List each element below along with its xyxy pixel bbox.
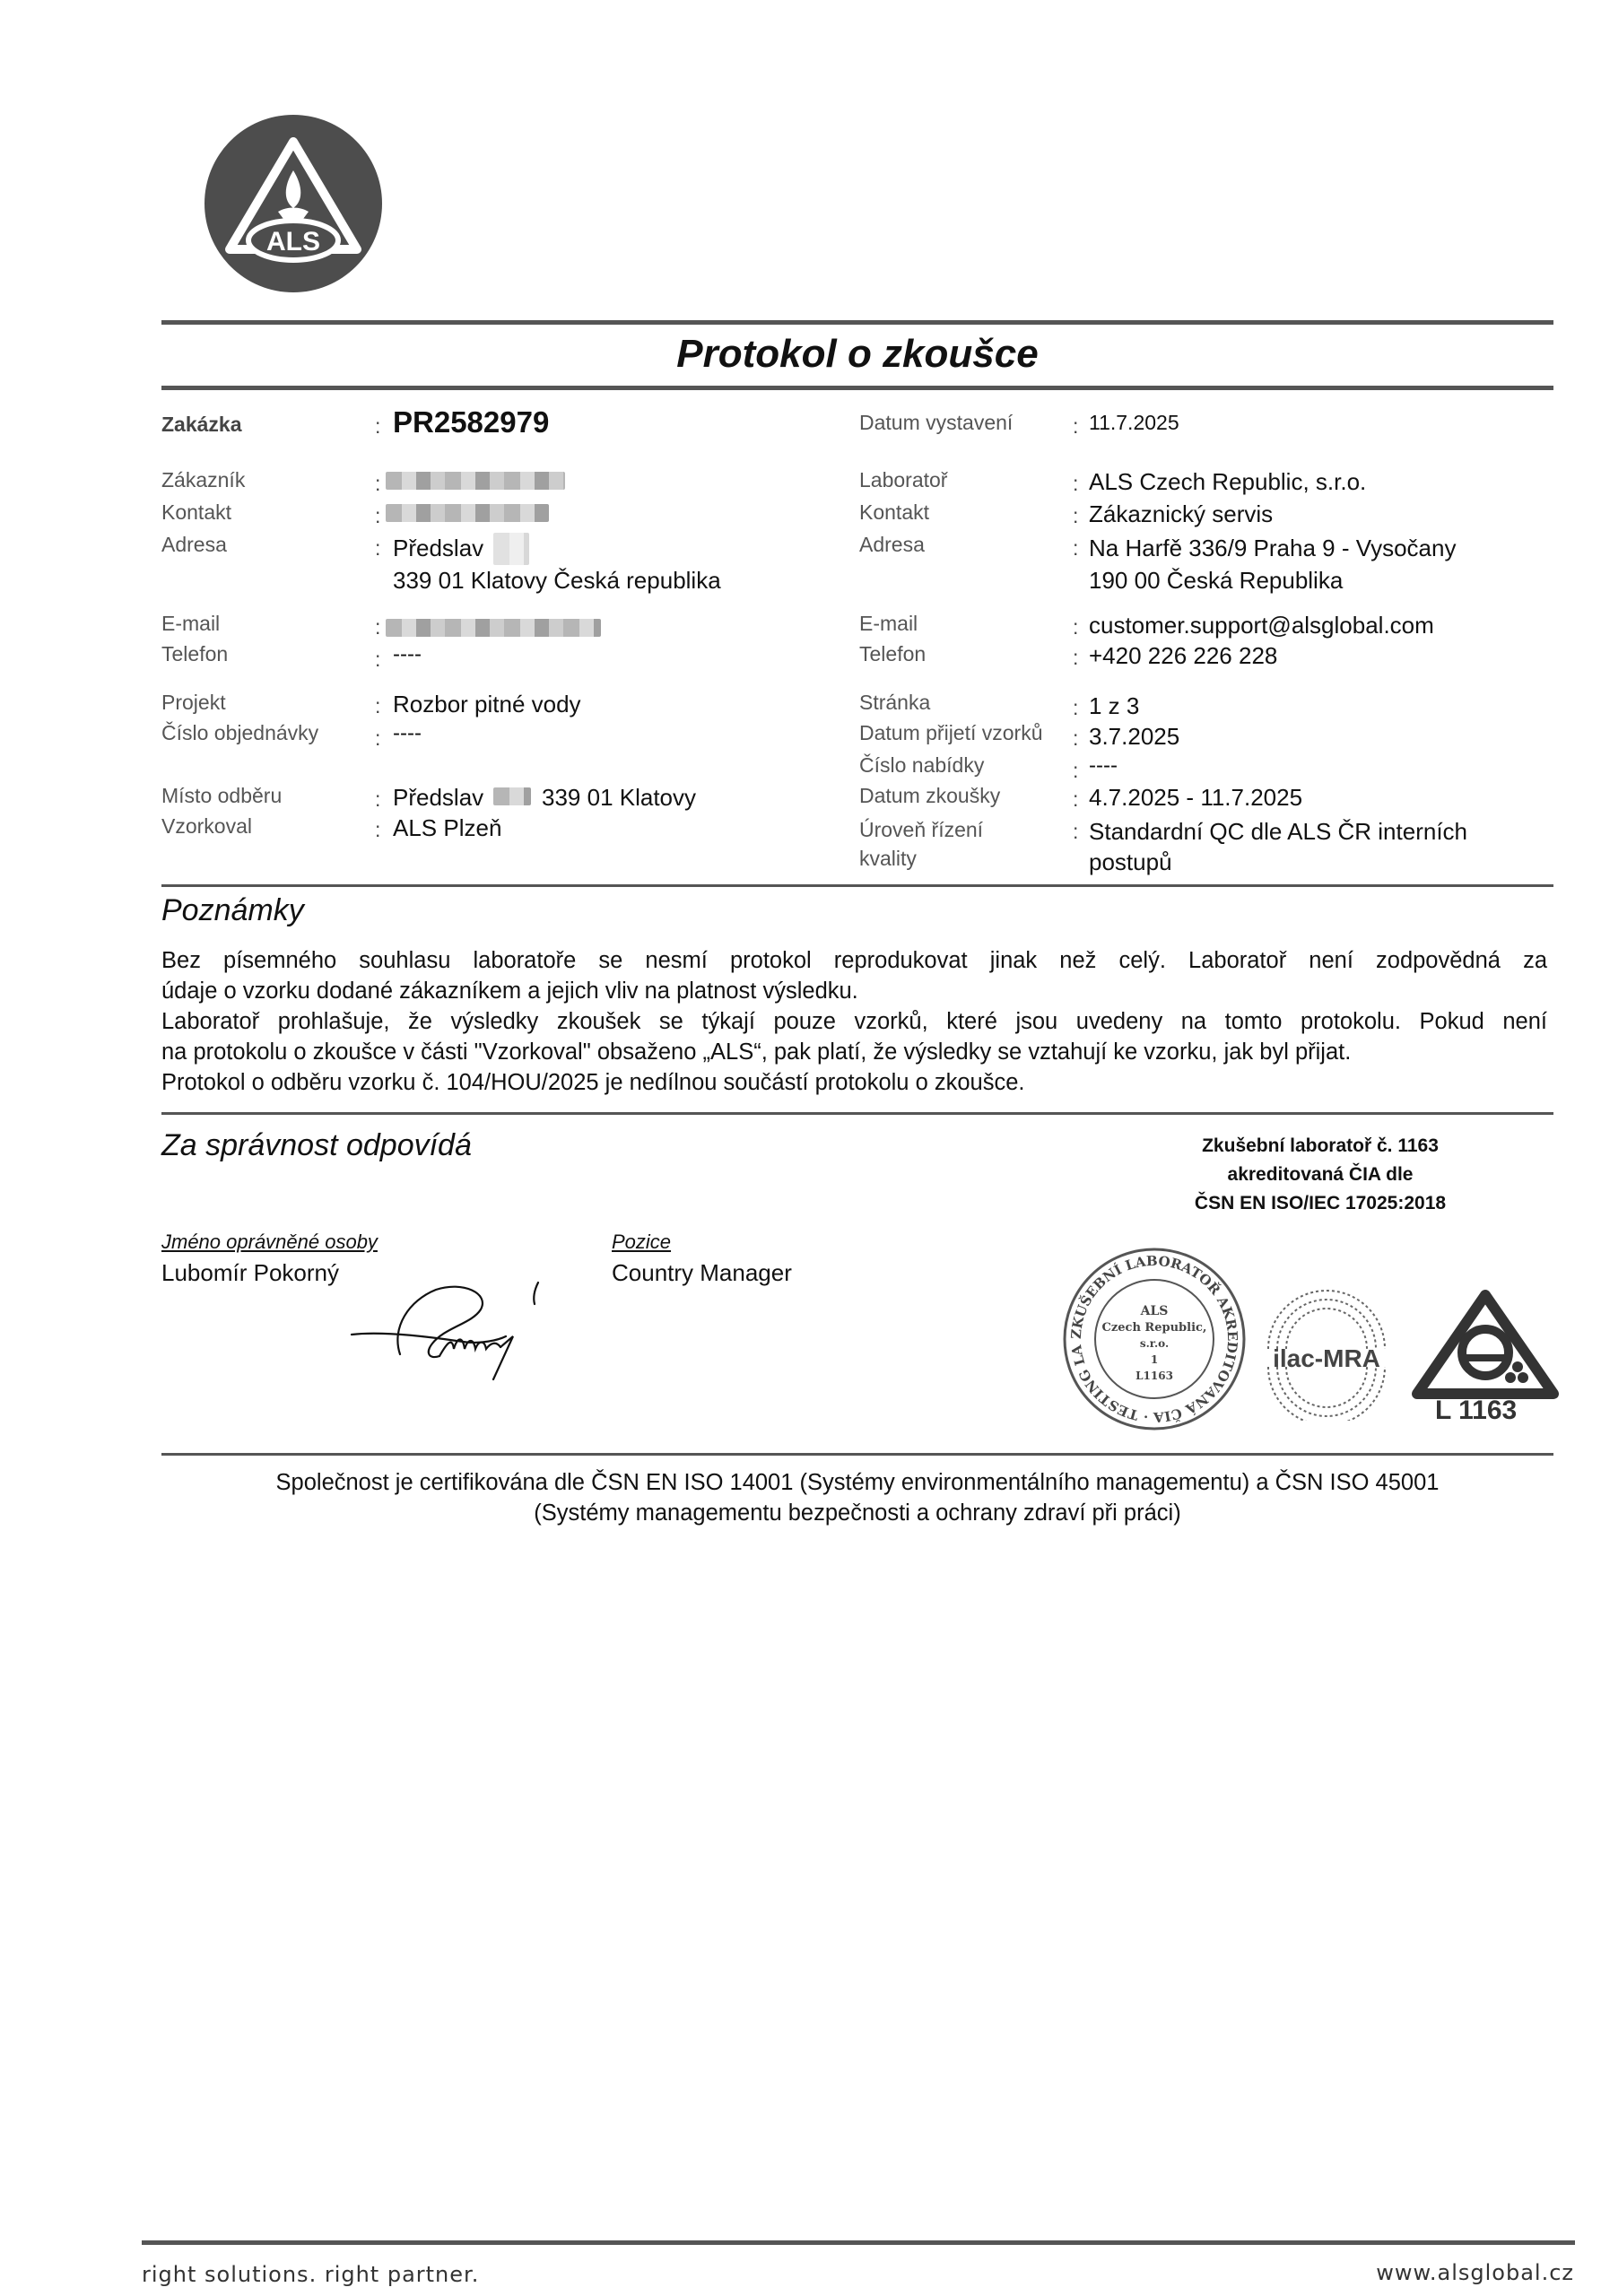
colon: :	[375, 472, 381, 495]
order-no-value: ----	[393, 721, 422, 745]
received-value: 3.7.2025	[1089, 723, 1180, 750]
colon: :	[375, 726, 381, 750]
notes-line-2: údaje o vzorku dodané zákazníkem a jejich vliv na platnost výsledku.	[161, 978, 858, 1004]
customer-phone: ----	[393, 642, 422, 666]
lab-address-line1: Na Harfě 336/9 Praha 9 - Vysočany	[1089, 535, 1457, 561]
stamp-center-4: 1	[1150, 1353, 1159, 1366]
als-logo	[204, 115, 382, 292]
colon: :	[375, 414, 381, 438]
section-rule	[161, 884, 1553, 887]
responsibility-heading: Za správnost odpovídá	[161, 1128, 472, 1162]
notes-line-3: Laboratoř prohlašuje, že výsledky zkoušek se týkají pouze vzorků, které jsou uvedeny na tomto protokolu. Pokud není	[161, 1009, 1547, 1034]
site-value-a: Předslav	[393, 784, 484, 811]
page-label: Stránka	[859, 691, 931, 714]
test-date-label: Datum zkoušky	[859, 784, 1001, 807]
stamp-ring-text: ZKUŠEBNÍ LABORATOŘ AKREDITOVANÁ ČIA · TESTING LA	[1067, 1252, 1241, 1426]
order-no-label: Číslo objednávky	[161, 721, 319, 744]
lab-address-line2: 190 00 Česká Republika	[1089, 567, 1344, 594]
section-rule	[161, 1112, 1553, 1115]
lab-label: Laboratoř	[859, 468, 948, 491]
customer-label: Zákazník	[161, 468, 246, 491]
sampler-label: Vzorkoval	[161, 814, 252, 838]
stamp-center-5: L1163	[1135, 1370, 1173, 1382]
stamp-center-3: s.r.o.	[1139, 1337, 1170, 1350]
phone-label: Telefon	[161, 642, 229, 665]
quote-value: ----	[1089, 753, 1118, 778]
quality-label-2: kvality	[859, 847, 917, 870]
site-label: Místo odběru	[161, 784, 283, 807]
customer-address-line1: Předslav	[393, 535, 484, 561]
position-value: Country Manager	[612, 1259, 792, 1286]
project-value: Rozbor pitné vody	[393, 691, 581, 718]
accreditation-text	[1132, 1132, 1509, 1218]
certification-line-1: Společnost je certifikována dle ČSN EN ISO 14001 (Systémy environmentálního managementu) a ČSN ISO 45001	[275, 1470, 1440, 1495]
ilac-mra-logo	[1259, 1286, 1394, 1425]
colon: :	[1073, 820, 1079, 843]
signature	[346, 1274, 561, 1395]
address-label: Adresa	[161, 533, 227, 556]
title-rule-bottom	[161, 386, 1553, 390]
certification-statement	[161, 1467, 1553, 1528]
lab-address-label: Adresa	[859, 533, 925, 556]
footer-website: www.alsglobal.cz	[1376, 2260, 1574, 2285]
section-rule	[161, 1453, 1553, 1456]
order-label: Zakázka	[161, 413, 242, 436]
stamp-center-1: ALS	[1140, 1304, 1169, 1318]
colon: :	[1073, 504, 1079, 527]
redacted-address	[493, 533, 529, 565]
page-title: Protokol o zkoušce	[676, 332, 1039, 376]
quality-value-2: postupů	[1089, 848, 1172, 875]
accreditation-stamp	[1060, 1245, 1249, 1438]
email-label: E-mail	[161, 612, 221, 635]
colon: :	[1073, 536, 1079, 560]
notes-line-1: Bez písemného souhlasu laboratoře se nesmí protokol reprodukovat jinak než celý. Laboratoř není zodpovědná za	[161, 948, 1547, 973]
colon: :	[1073, 414, 1079, 438]
test-date-value: 4.7.2025 - 11.7.2025	[1089, 784, 1303, 811]
project-label: Projekt	[161, 691, 226, 714]
order-number: PR2582979	[393, 405, 550, 439]
svg-text:ALS: ALS	[266, 227, 320, 257]
redacted-site	[493, 787, 531, 805]
quality-value: Standardní QC dle ALS ČR interních	[1089, 818, 1468, 845]
colon: :	[375, 648, 381, 671]
lab-phone-value: +420 226 226 228	[1089, 642, 1278, 669]
title-rule-top	[161, 320, 1553, 325]
lab-contact-value: Zákaznický servis	[1089, 500, 1274, 527]
footer-rule	[142, 2240, 1575, 2245]
colon: :	[1073, 615, 1079, 639]
name-label: Jméno oprávněné osoby	[161, 1231, 378, 1253]
colon: :	[1073, 726, 1079, 750]
name-value: Lubomír Pokorný	[161, 1259, 339, 1286]
site-value-b: 339 01 Klatovy	[542, 784, 697, 811]
lab-phone-label: Telefon	[859, 642, 927, 665]
footer-slogan: right solutions. right partner.	[142, 2262, 480, 2287]
colon: :	[1073, 787, 1079, 811]
quote-label: Číslo nabídky	[859, 753, 985, 777]
lab-email-value: customer.support@alsglobal.com	[1089, 612, 1434, 639]
position-label: Pozice	[612, 1231, 672, 1253]
notes-line-4: na protokolu o zkoušce v části "Vzorkoval" obsaženo „ALS“, pak platí, že výsledky se vztahují ke vzorku, jak byl přijat.	[161, 1039, 1352, 1065]
notes-heading: Poznámky	[161, 893, 304, 927]
colon: :	[1073, 759, 1079, 782]
redacted-email	[386, 619, 601, 637]
colon: :	[375, 818, 381, 841]
redacted-contact	[386, 504, 549, 522]
ilac-mra-text: ilac-MRA	[1273, 1344, 1380, 1372]
issue-date-value: 11.7.2025	[1089, 411, 1179, 434]
colon: :	[1073, 472, 1079, 495]
lab-value: ALS Czech Republic, s.r.o.	[1089, 468, 1367, 495]
stamp-center-2: Czech Republic,	[1101, 1321, 1207, 1335]
issue-date-label: Datum vystavení	[859, 411, 1014, 434]
accreditation-line-3: ČSN EN ISO/IEC 17025:2018	[1194, 1193, 1447, 1213]
lab-number-mark: L 1163	[1435, 1396, 1518, 1425]
colon: :	[375, 615, 381, 639]
colon: :	[1073, 696, 1079, 719]
colon: :	[375, 536, 381, 560]
accreditation-line-1: Zkušební laboratoř č. 1163	[1202, 1135, 1439, 1156]
customer-address-line2: 339 01 Klatovy Česká republika	[393, 567, 721, 594]
certification-line-2: (Systémy managementu bezpečnosti a ochrany zdraví při práci)	[534, 1500, 1181, 1526]
contact-label: Kontakt	[161, 500, 231, 524]
redacted-customer	[386, 472, 565, 490]
lab-email-label: E-mail	[859, 612, 918, 635]
page-value: 1 z 3	[1089, 692, 1140, 719]
colon: :	[1073, 646, 1079, 669]
lab-contact-label: Kontakt	[859, 500, 929, 524]
colon: :	[375, 787, 381, 811]
sampler-value: ALS Plzeň	[393, 814, 502, 841]
received-label: Datum přijetí vzorků	[859, 721, 1043, 744]
colon: :	[375, 694, 381, 718]
quality-label: Úroveň řízení	[859, 818, 984, 841]
colon: :	[375, 504, 381, 527]
notes-line-5: Protokol o odběru vzorku č. 104/HOU/2025 je nedílnou součástí protokolu o zkoušce.	[161, 1070, 1025, 1095]
accreditation-line-2: akreditovaná ČIA dle	[1227, 1164, 1414, 1185]
